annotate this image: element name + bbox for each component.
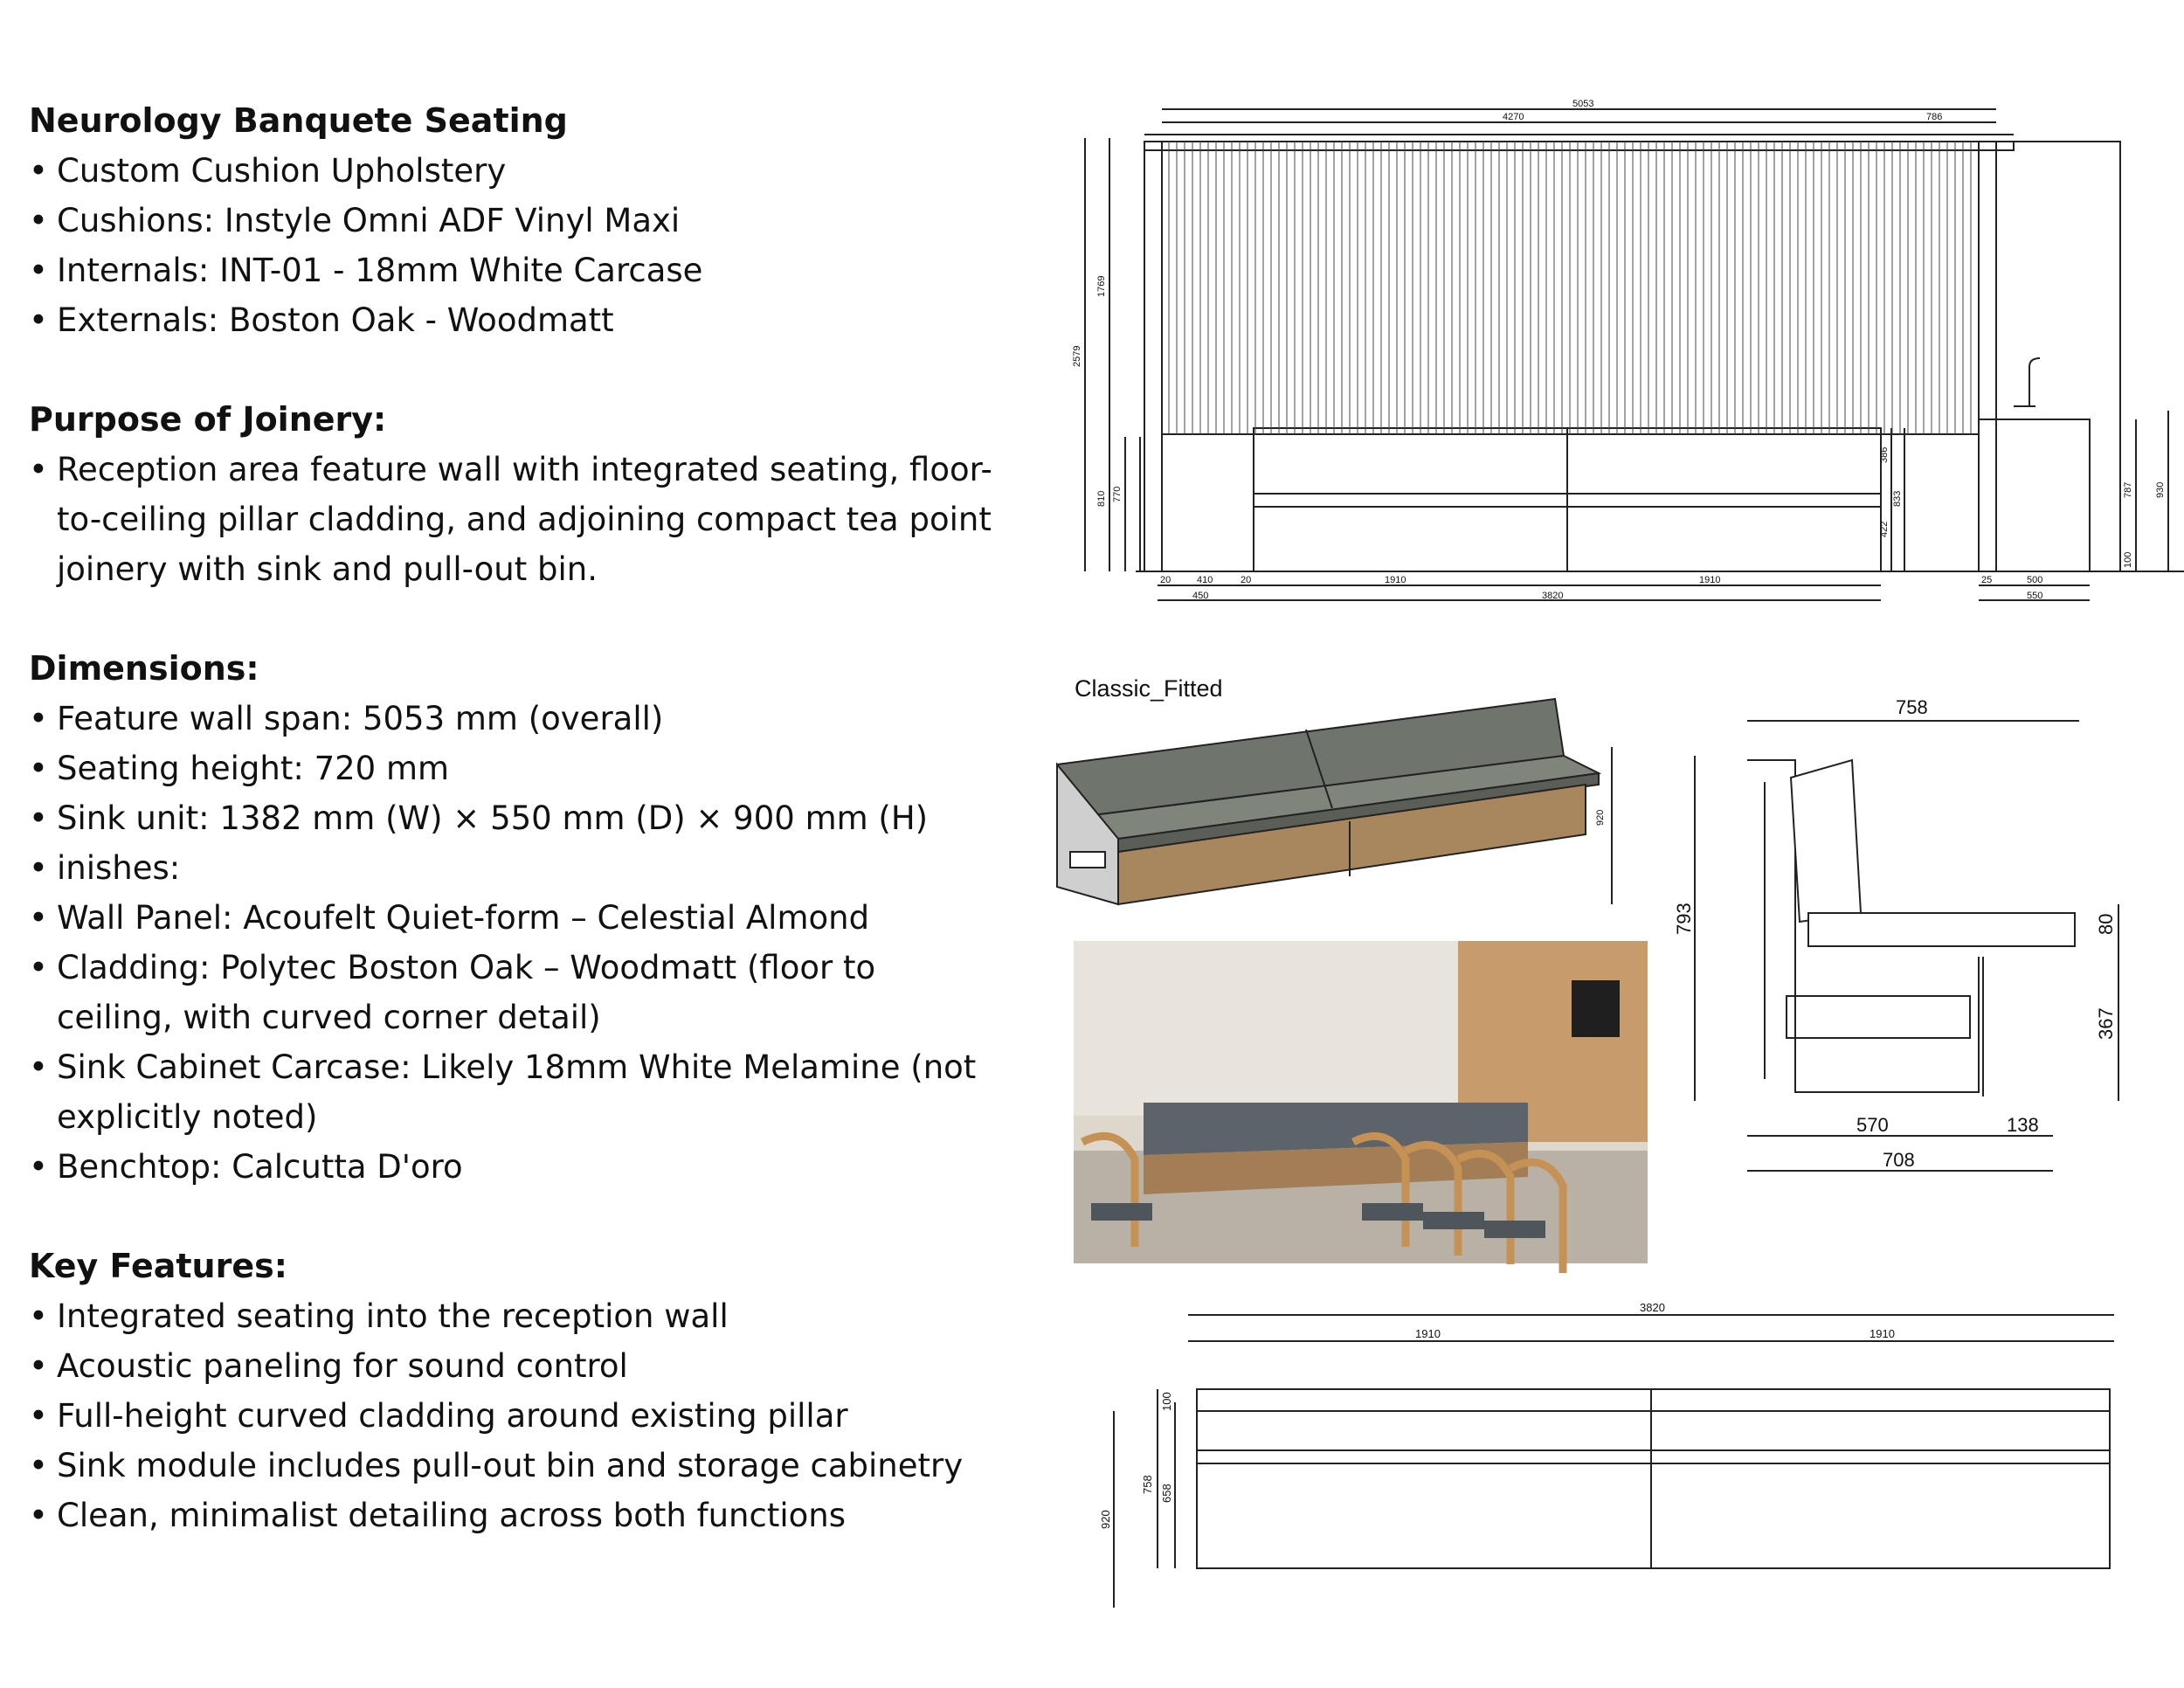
plan-dim-left: 1910 bbox=[1415, 1327, 1441, 1340]
dim-787: 787 bbox=[2123, 481, 2133, 498]
list-item: • Cladding: Polytec Boston Oak – Woodmatt (floor to ceiling, with curved corner detail) bbox=[29, 949, 876, 1036]
seating-title: Neurology Banquete Seating bbox=[29, 101, 568, 140]
list-item: • Integrated seating into the reception wall bbox=[29, 1297, 729, 1335]
dim-550: 550 bbox=[2027, 591, 2043, 601]
dim-1910b: 1910 bbox=[1699, 575, 1721, 585]
section-drawing bbox=[1673, 695, 2167, 1184]
dim-panel: 1769 bbox=[1096, 275, 1107, 297]
list-item: • Feature wall span: 5053 mm (overall) bbox=[29, 700, 664, 737]
purpose-title: Purpose of Joinery: bbox=[29, 400, 387, 439]
plan-dim-758: 758 bbox=[1141, 1475, 1154, 1494]
features-list bbox=[29, 1291, 999, 1540]
list-item: • Clean, minimalist detailing across both functions bbox=[29, 1497, 846, 1534]
section-dim-570: 570 bbox=[1856, 1114, 1889, 1136]
dim-wall: 4270 bbox=[1503, 112, 1524, 122]
list-item: • Benchtop: Calcutta D'oro bbox=[29, 1148, 463, 1186]
dim-422: 422 bbox=[1879, 521, 1890, 537]
section-dim-top: 758 bbox=[1896, 696, 1928, 718]
list-item: • Custom Cushion Upholstery bbox=[29, 152, 507, 190]
list-item: • Externals: Boston Oak - Woodmatt bbox=[29, 301, 614, 339]
list-item: • inishes: bbox=[29, 849, 181, 887]
purpose-list bbox=[29, 445, 999, 594]
purpose-section bbox=[29, 395, 999, 594]
section-dim-708: 708 bbox=[1883, 1149, 1915, 1171]
list-item: • Reception area feature wall with integrated seating, floor-to-ceiling pillar cladding, and adjoining compact tea point joinery with sink and pull-out bin. bbox=[29, 451, 992, 588]
dim-20b: 20 bbox=[1241, 575, 1252, 585]
list-item: • Wall Panel: Acoufelt Quiet-form – Celestial Almond bbox=[29, 899, 870, 937]
dimensions-section bbox=[29, 644, 999, 1192]
dim-1910a: 1910 bbox=[1385, 575, 1406, 585]
section-dim-height: 793 bbox=[1673, 903, 1695, 935]
dimensions-list bbox=[29, 694, 999, 1192]
dim-833: 833 bbox=[1892, 490, 1903, 507]
list-item: • Sink Cabinet Carcase: Likely 18mm White Melamine (not explicitly noted) bbox=[29, 1048, 977, 1136]
dim-25: 25 bbox=[1981, 575, 1993, 585]
plan-dim-920: 920 bbox=[1099, 1510, 1112, 1529]
list-item: • Full-height curved cladding around existing pillar bbox=[29, 1397, 848, 1435]
elevation-drawing bbox=[1066, 96, 2184, 620]
dim-810: 810 bbox=[1096, 490, 1107, 507]
list-item: • Sink module includes pull-out bin and storage cabinetry bbox=[29, 1447, 964, 1484]
list-item: • Acoustic paneling for sound control bbox=[29, 1347, 628, 1385]
dim-sink-wall: 786 bbox=[1926, 112, 1943, 122]
plan-drawing bbox=[1101, 1297, 2132, 1612]
dim-450: 450 bbox=[1192, 591, 1209, 601]
plan-dim-100: 100 bbox=[1160, 1392, 1173, 1411]
seating-list bbox=[29, 146, 999, 345]
dim-20a: 20 bbox=[1160, 575, 1171, 585]
list-item: • Seating height: 720 mm bbox=[29, 750, 450, 787]
dim-410: 410 bbox=[1197, 575, 1213, 585]
plan-dim-total: 3820 bbox=[1640, 1301, 1665, 1314]
iso-dim: 920 bbox=[1595, 809, 1606, 826]
dim-height: 2579 bbox=[1072, 345, 1082, 367]
dim-3820: 3820 bbox=[1542, 591, 1564, 601]
features-title: Key Features: bbox=[29, 1247, 287, 1285]
iso-label: Classic_Fitted bbox=[1075, 675, 1223, 702]
dim-930: 930 bbox=[2155, 481, 2166, 498]
section-dim-seat: 80 bbox=[2095, 913, 2117, 935]
seating-section bbox=[29, 96, 999, 345]
dim-770: 770 bbox=[1112, 486, 1123, 502]
dim-500: 500 bbox=[2027, 575, 2043, 585]
features-section bbox=[29, 1242, 999, 1540]
iso-bench-drawing bbox=[1053, 695, 1629, 917]
list-item: • Internals: INT-01 - 18mm White Carcase bbox=[29, 252, 703, 289]
dim-overall: 5053 bbox=[1572, 99, 1594, 109]
spec-text-column bbox=[29, 96, 999, 1590]
plan-dim-right: 1910 bbox=[1870, 1327, 1895, 1340]
reception-photo bbox=[1074, 941, 1648, 1263]
list-item: • Cushions: Instyle Omni ADF Vinyl Maxi bbox=[29, 202, 681, 239]
plan-dim-658: 658 bbox=[1160, 1484, 1173, 1503]
dimensions-title: Dimensions: bbox=[29, 649, 259, 688]
photo-illustration bbox=[1074, 941, 1648, 1263]
section-dim-base: 367 bbox=[2095, 1007, 2117, 1040]
section-dim-138: 138 bbox=[2007, 1114, 2039, 1136]
dim-100: 100 bbox=[2123, 551, 2133, 568]
dim-386: 386 bbox=[1879, 446, 1890, 463]
list-item: • Sink unit: 1382 mm (W) × 550 mm (D) × 900 mm (H) bbox=[29, 799, 929, 837]
